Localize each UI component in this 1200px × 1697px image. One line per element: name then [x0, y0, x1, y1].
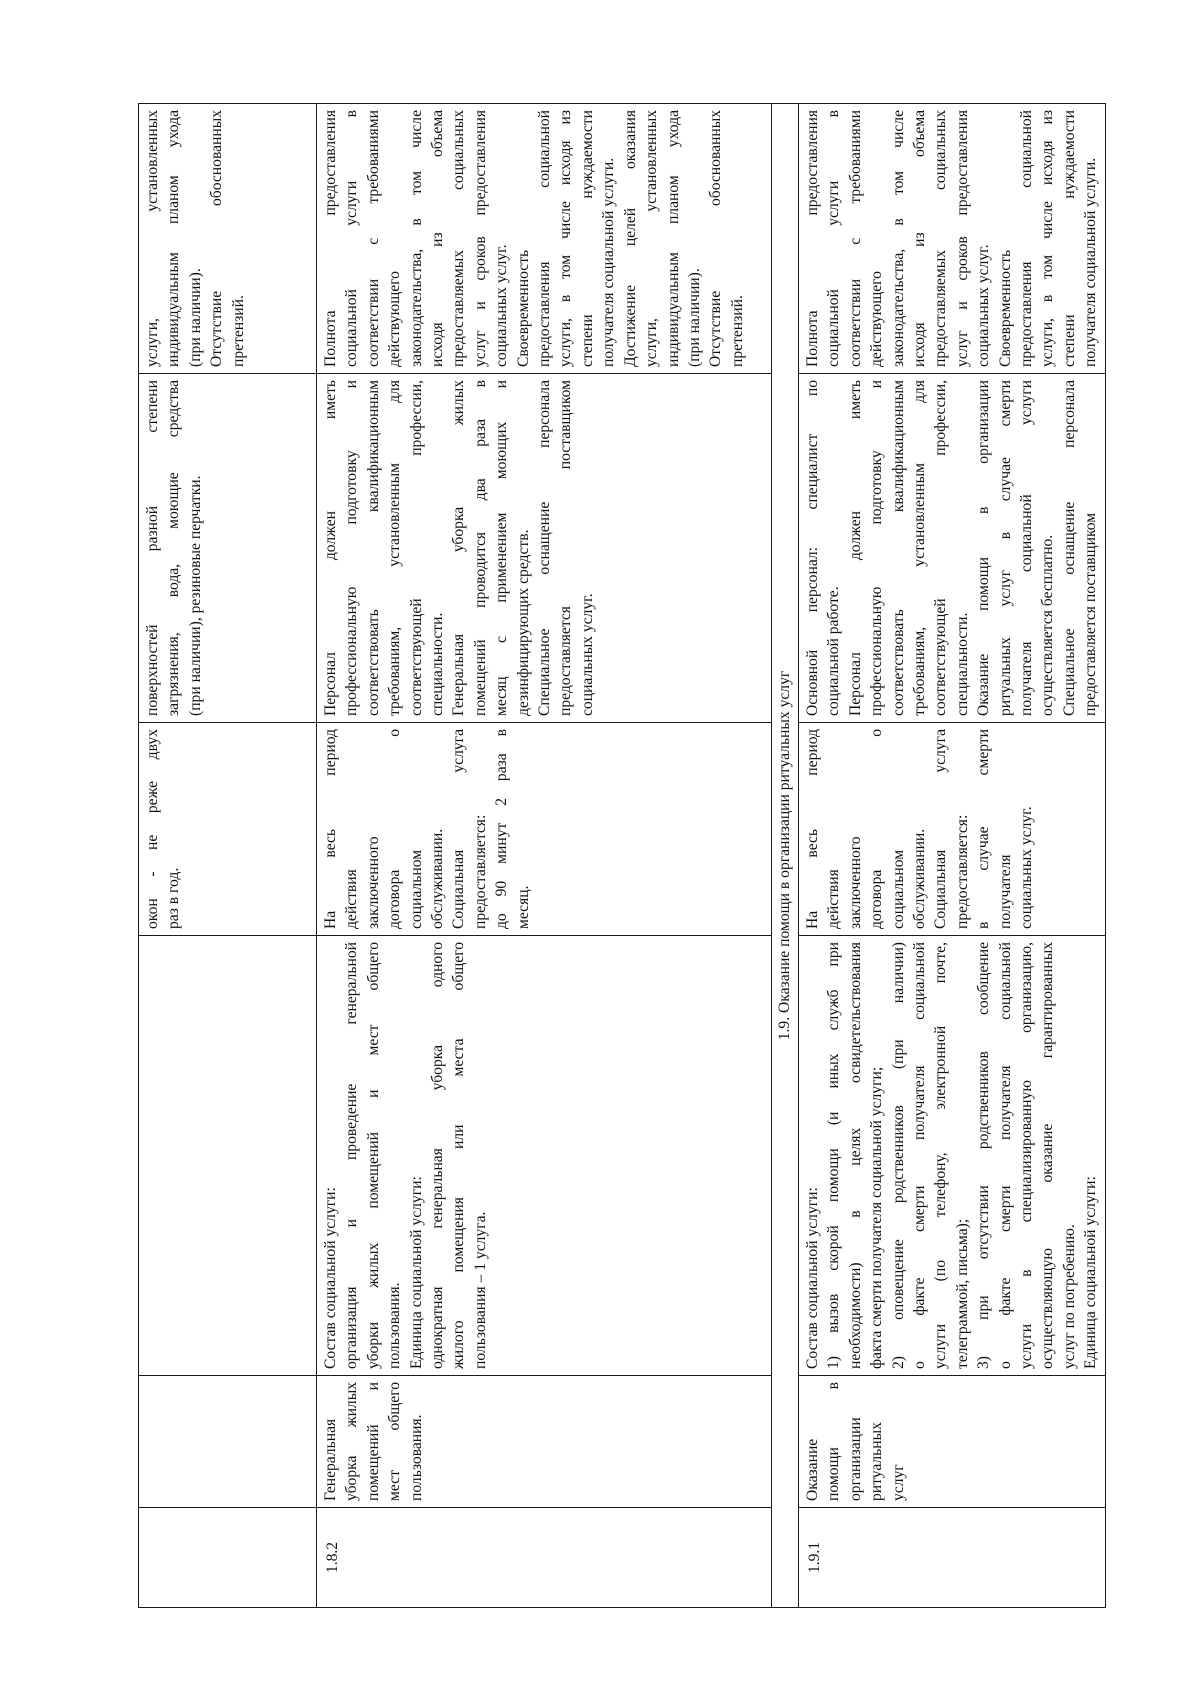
text-line: требованиям, установленным для [386, 380, 404, 716]
text-line: социальном [889, 849, 907, 929]
text-line: мест общего [386, 1382, 404, 1501]
text-line: Единица социальной услуги: [407, 1176, 425, 1369]
cell-quality-indicators [139, 104, 317, 374]
text-line: организации [846, 1417, 864, 1501]
text-line: Специальное оснащение персонала [1060, 380, 1078, 716]
text-line: Отсутствие обоснованных [208, 110, 226, 367]
text-line: предоставляемых социальных [932, 110, 950, 367]
cell-quality-indicators [317, 104, 772, 374]
cell-quality-indicators [799, 104, 1106, 374]
text-line: получателя [996, 854, 1014, 929]
text-line: законодательства, в том числе [889, 110, 907, 367]
text-line: предоставляется: [953, 814, 971, 929]
text-line: получателя социальной услуги. [1082, 157, 1100, 367]
text-line: соответствующей профессии, [932, 380, 950, 716]
text-line: помещений проводится два раза в [471, 380, 489, 716]
cell-service-content [317, 936, 772, 1376]
cell-service-term [799, 723, 1106, 936]
text-line: профессиональную подготовку и [868, 380, 886, 716]
rotated-page [138, 104, 1100, 1608]
text-line: действующего [868, 271, 886, 367]
text-line: Специальное оснащение персонала [536, 380, 554, 716]
text-line: предоставляется поставщиком [557, 380, 575, 716]
text-line: претензий. [728, 295, 746, 367]
text-line: соответствии с требованиями [364, 110, 382, 367]
text-line: профессиональную подготовку и [343, 380, 361, 716]
text-line: услуги, в том числе исходя из [1039, 110, 1057, 367]
text-line: услуги, установленных [144, 110, 161, 367]
cell-service-content [799, 936, 1106, 1376]
text-line: телеграммой, письма); [953, 1218, 971, 1369]
text-line: Достижение целей оказания [621, 110, 639, 367]
text-line: помещений и [364, 1382, 382, 1501]
text-line: социальных услуг. [975, 244, 993, 367]
text-line: ритуальных [868, 1422, 886, 1501]
cell-service-name [317, 1376, 772, 1508]
text-line: соответствовать квалификационным [364, 380, 382, 716]
text-line: в случае смерти [975, 729, 993, 929]
cell-number: 1.9.1 [799, 1508, 1106, 1608]
text-line: получателя социальной услуги. [600, 157, 618, 367]
cell-number: 1.8.2 [317, 1508, 772, 1608]
text-line: жилого помещения или места общего [450, 942, 468, 1369]
cell-service-term [139, 723, 317, 936]
text-line: (при наличии). [685, 268, 703, 367]
text-line: услуг [889, 1464, 907, 1501]
text-line: Состав социальной услуги: [322, 1187, 339, 1369]
text-line: обслуживании. [911, 828, 929, 929]
cell-service-conditions [317, 374, 772, 723]
text-line: Единица социальной услуги: [1082, 1176, 1100, 1369]
text-line: Генеральная уборка жилых [450, 380, 468, 716]
text-line: (при наличии). [186, 268, 204, 367]
table-row-1-9-1 [799, 104, 1106, 1608]
text-line: услуг и сроков предоставления [471, 110, 489, 367]
text-line: специальности. [429, 612, 447, 716]
text-line: Своевременность [514, 249, 532, 367]
text-line: пользования. [386, 1282, 404, 1369]
text-line: раз в год. [165, 867, 183, 929]
text-line: предоставляется поставщиком [1082, 512, 1100, 716]
cell-service-conditions [139, 374, 317, 723]
text-line: Оказание помощи в организации [975, 380, 993, 716]
text-line: На весь период [322, 729, 339, 929]
services-table [138, 103, 1106, 1608]
text-line: Основной персонал: специалист по [804, 380, 821, 716]
text-line: договора о [386, 729, 404, 929]
cell-service-conditions [799, 374, 1106, 723]
text-line: о факте смерти получателя социальной [996, 942, 1014, 1369]
text-line: пользования – 1 услуга. [471, 1211, 489, 1369]
text-line: организация и проведение генеральной [343, 942, 361, 1369]
table-row-section-1-9 [772, 104, 799, 1608]
text-line: 3) при отсутствии родственников сообщение [975, 942, 993, 1369]
text-line: соответствии с требованиями [846, 110, 864, 367]
text-line: На весь период [804, 729, 821, 929]
text-line: осуществляется бесплатно. [1039, 534, 1057, 716]
text-line: однократная генеральная уборка одного [429, 942, 447, 1369]
cell-service-name [139, 1376, 317, 1508]
text-line: (при наличии), резиновые перчатки. [186, 475, 204, 716]
text-line: Своевременность [996, 249, 1014, 367]
text-line: действия [825, 869, 843, 929]
text-line: заключенного [364, 836, 382, 929]
text-line: действующего [386, 271, 404, 367]
text-line: о факте смерти получателя социальной [911, 942, 929, 1369]
text-line: месяц. [514, 885, 532, 929]
text-line: обслуживании. [429, 828, 447, 929]
text-line: услуги в специализированную организацию, [1018, 942, 1036, 1369]
text-line: предоставления социальной [1018, 110, 1036, 367]
cell-service-content [139, 936, 317, 1376]
text-line: 1) вызов скорой помощи (и иных служб при [825, 942, 843, 1369]
text-line: социальных услуг. [1018, 806, 1036, 929]
text-line: предоставления социальной [536, 110, 554, 367]
cell-service-name [799, 1376, 1106, 1508]
text-line: предоставляется: [471, 814, 489, 929]
text-line: Генеральная [322, 1418, 339, 1501]
text-line: действия [343, 869, 361, 929]
text-line: поверхностей разной степени [144, 380, 161, 716]
table-row-1-8-2 [317, 104, 772, 1608]
text-line: социальной услуги в [343, 110, 361, 367]
text-line: требованиям, установленным для [911, 380, 929, 716]
text-line: исходя из объема [429, 110, 447, 367]
text-line: получателя социальной услуги [1018, 380, 1036, 716]
text-line: социальных услуг. [493, 244, 511, 367]
text-line: Полнота предоставления [804, 110, 821, 367]
text-line: предоставляемых социальных [450, 110, 468, 367]
text-line: Состав социальной услуги: [804, 1187, 821, 1369]
text-line: социальной работе. [825, 586, 843, 716]
text-line: услуг по погребению. [1060, 1224, 1078, 1369]
text-line: исходя из объема [911, 110, 929, 367]
text-line: 2) оповещение родственников (при наличии) [889, 942, 907, 1369]
text-line: уборки жилых помещений и мест общего [364, 942, 382, 1369]
text-line: Полнота предоставления [322, 110, 339, 367]
text-line: пользования. [407, 1414, 425, 1501]
text-line: загрязнения, вода, моющие средства [165, 380, 183, 716]
text-line: месяц с применением моющих и [493, 380, 511, 716]
text-line: индивидуальным планом ухода [664, 110, 682, 367]
text-line: Персонал должен иметь [846, 380, 864, 716]
cell-number [139, 1508, 317, 1608]
text-line: претензий. [229, 295, 247, 367]
table-row-continuation [139, 104, 317, 1608]
text-line: Персонал должен иметь [322, 380, 339, 716]
text-line: степени нуждаемости [578, 110, 596, 367]
text-line: индивидуальным планом ухода [165, 110, 183, 367]
text-line: соответствовать квалификационным [889, 380, 907, 716]
text-line: дезинфицирующих средств. [514, 529, 532, 716]
text-line: договора о [868, 729, 886, 929]
text-line: заключенного [846, 836, 864, 929]
cell-service-term [317, 723, 772, 936]
text-line: услуги (по телефону, электронной почте, [932, 942, 950, 1369]
text-line: Социальная услуга [932, 729, 950, 929]
text-line: Оказание [804, 1438, 821, 1501]
text-line: услуги, установленных [643, 110, 661, 367]
text-line: факта смерти получателя социальной услуги; [868, 1066, 886, 1369]
text-line: социальной услуги в [825, 110, 843, 367]
text-line: Отсутствие обоснованных [707, 110, 725, 367]
text-line: степени нуждаемости [1060, 110, 1078, 367]
text-line: социальном [407, 849, 425, 929]
text-line: необходимости) в целях освидетельствования [846, 942, 864, 1369]
text-line: специальности. [953, 612, 971, 716]
text-line: законодательства, в том числе [407, 110, 425, 367]
text-line: до 90 минут 2 раза в [493, 729, 511, 929]
text-line: ритуальных услуг в случае смерти [996, 380, 1014, 716]
text-line: помощи в [825, 1382, 843, 1501]
text-line: соответствующей профессии, [407, 380, 425, 716]
text-line: социальных услуг. [578, 593, 596, 716]
text-line: уборка жилых [343, 1382, 361, 1501]
text-line: осуществляющую оказание гарантированных [1039, 942, 1057, 1369]
text-line: Социальная услуга [450, 729, 468, 929]
text-line: окон - не реже двух [144, 729, 161, 929]
text-line: услуг и сроков предоставления [953, 110, 971, 367]
text-line: услуги, в том числе исходя из [557, 110, 575, 367]
section-heading: 1.9. Оказание помощи в организации ритуальных услуг [772, 104, 799, 1608]
